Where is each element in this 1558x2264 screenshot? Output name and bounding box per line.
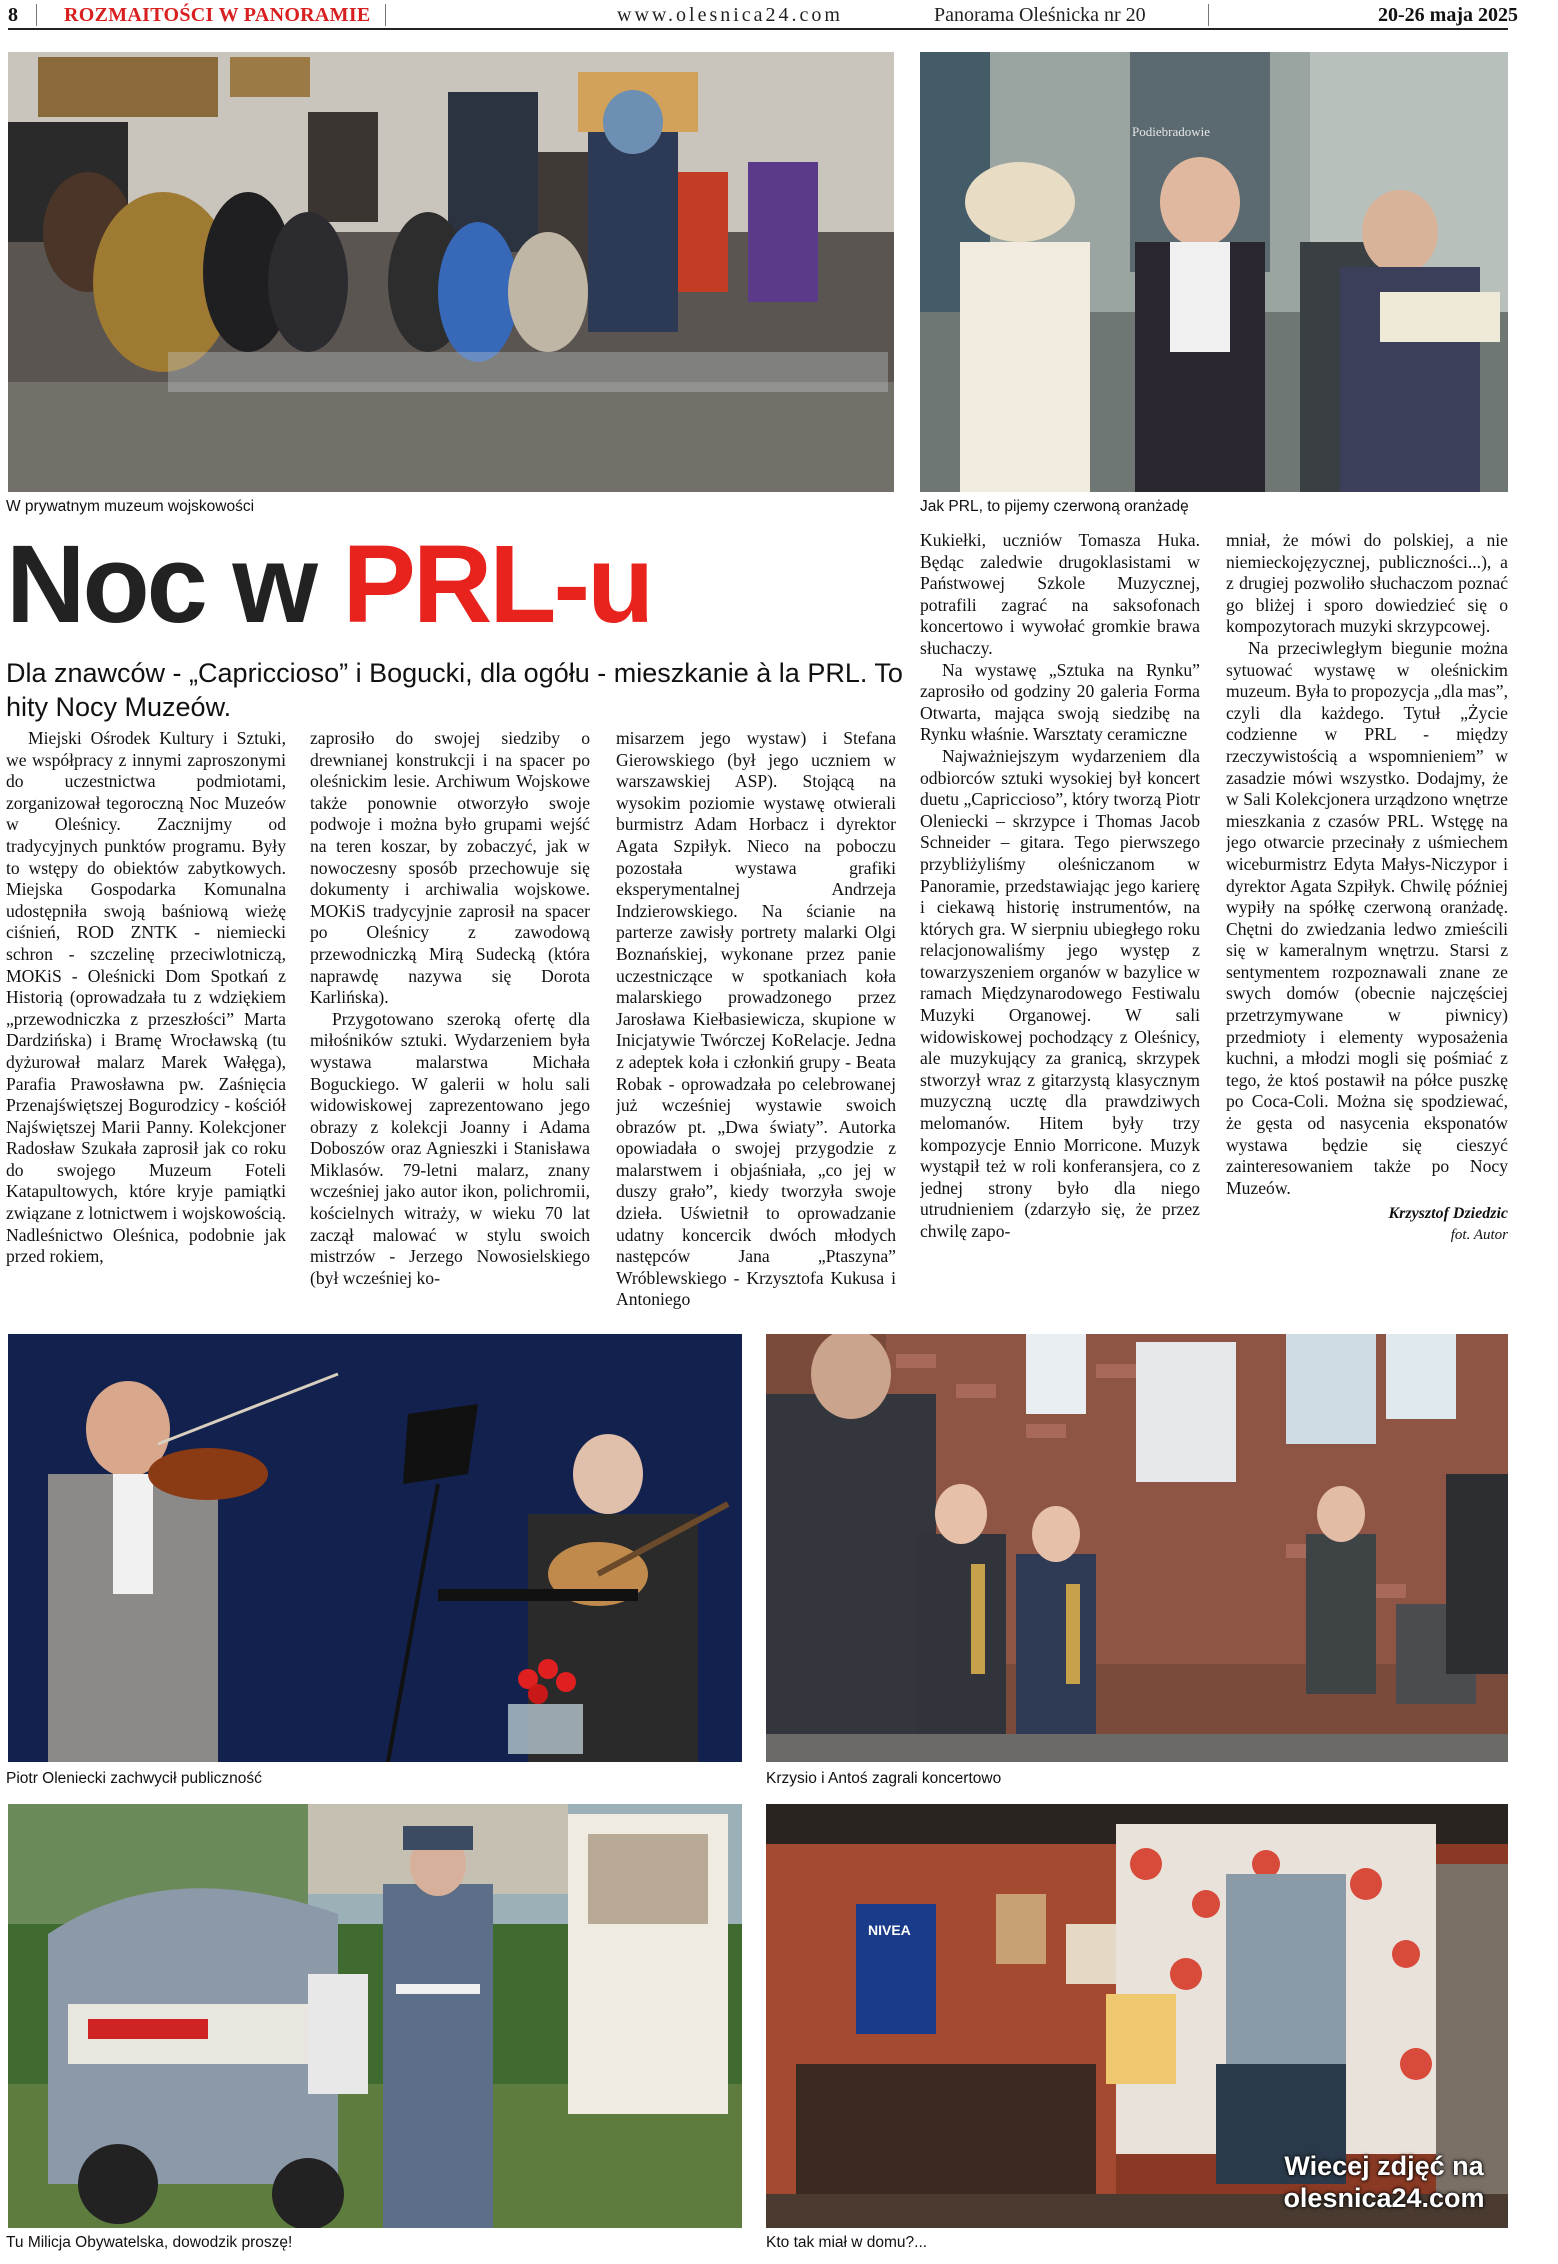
article-lead: Dla znawców - „Capriccioso” i Bogucki, dla ogółu - mieszkanie à la PRL. To hity Nocy Muzeów. <box>6 658 903 722</box>
photo-prl-orangeade <box>920 52 1508 492</box>
paragraph: Na wystawę „Sztuka na Rynku” zaprosiło od godziny 20 galeria Forma Otwarta, mająca swoją siedzibę na Rynku właśnie. Warsztaty ceramiczne <box>920 659 1200 745</box>
photo-militia-car <box>8 1804 742 2228</box>
photo-saxophone-duo <box>766 1334 1508 1762</box>
paragraph: mniał, że mówi do polskiej, a nie niemieckojęzycznej, publiczności...), a z drugiej pozwoliło słuchaczom poznać go bliżej i sporo dowiedzieć się o kompozytorach muzyki skrzypcowej. <box>1226 530 1508 637</box>
photo-caption: Kto tak miał w domu?... <box>766 2234 928 2251</box>
paragraph: Na przeciwległym biegunie można sytuować wystawę w oleśnickim muzeum. Była to propozycja „dla mas”, czyli dla każdego. Tytuł „Życie codzienne w PRL - między rzeczywistością a wspomnieniem” w zasadzie mówi wszystko. Dodajmy, że w Sali Kolekcjonera urządzono wnętrze mieszkania z czasów PRL. Wstęgę na jego otwarcie przecinały z uśmiechem wiceburmistrz Edyta Małys-Niczypor i dyrektor Agata Szpiłyk. Chwilę później wypiły na spółkę czerwoną oranżadę. Chętni do zwiedzania ledwo zmieścili się w kameralnym wnętrzu. Starsi z sentymentem rozpoznawali znane ze swych domów (obecnie najczęściej przetrzymywane w piwnicy) przedmioty i elementy wyposażenia kuchni, a młodzi mogli się pośmiać z tego, że ktoś postawił na półce puszkę po Coca-Coli. Można się spodziewać, że gęsta od nasycenia eksponatów wystawa będzie się cieszyć zainteresowaniem także po Nocy Muzeów. <box>1226 637 1508 1198</box>
paragraph: Najważniejszym wydarzeniem dla odbiorców sztuki wysokiej był koncert duetu „Capriccioso”, który tworzą Piotr Oleniecki – skrzypce i Thomas Jacob Schneider – gitara. Tego pierwszego przybliżyliśmy oleśniczanom w Panoramie, przedstawiając jego karierę i ciekawą historię instrumentów, na których gra. W sierpniu ubiegłego roku relacjonowaliśmy jego występ z towarzyszeniem organów w bazylice w ramach Międzynarodowego Festiwalu Muzyki Organowej. W sali widowiskowej pochodzący z Oleśnicy, ale muzykujący za granicą, skrzypek stworzył wraz z gitarzystą klasycznym muzyczną ucztę dla prawdziwych melomanów. Hitem były trzy kompozycje Ennio Morricone. Muzyk wystąpił też w roli konferansjera, co z jednej strony było dla niego utrudnieniem (zdarzyło się, że przez chwilę zapo- <box>920 745 1200 1241</box>
header-divider <box>36 4 37 26</box>
issue-label: Panorama Oleśnicka nr 20 <box>934 4 1146 26</box>
photo-prl-room <box>766 1804 1508 2228</box>
more-photos-line-1: Wiecej zdjęć na <box>1284 2151 1484 2181</box>
article-headline <box>6 523 906 646</box>
paragraph: misarzem jego wystaw) i Stefana Gierowskiego (był jego uczniem w warszawskiej ASP). Stojącą na wysokim poziomie wystawę otwierali burmistrz Adam Horbacz i dyrektor Agata Szpiłyk. Nieco na poboczu pozostała wystawa grafiki eksperymentalnej Andrzeja Indzierowskiego. Na ścianie na parterze zawisły portrety malarki Olgi Boznańskiej, wykonane przez panie uczestniczące w spotkaniach koła malarskiego prowadzonego przez Jarosława Kiełbasiewicza, skupione w Inicjatywie Twórczej KoRelacje. Jedna z adeptek koła i członkiń grupy - Beata Robak - oprowadzała po celebrowanej już wcześniej wystawie swoich obrazów pt. „Dwa światy”. Autorka opowiadała o swojej przygodzie z malarstwem i objaśniała, „co jej w duszy grało”, kiedy tworzyła swoje dzieła. Uświetnił to oprowadzanie udatny koncercik dwóch młodych następców Jana „Ptaszyna” Wróblewskiego - Krzysztofa Kukusa i Antoniego <box>616 728 896 1310</box>
paragraph: Kukiełki, uczniów Tomasza Huka. Będąc zaledwie drugoklasistami w Państwowej Szkole Muzycznej, potrafili zagrać na saksofonach koncertowo i wywołać gromkie brawa słuchaczy. <box>920 530 1200 658</box>
photo-caption: W prywatnym muzeum wojskowości <box>6 498 255 515</box>
header-rule <box>8 28 1508 30</box>
nivea-poster: NIVEA <box>868 1922 911 1938</box>
page-number: 8 <box>8 4 18 26</box>
section-title: ROZMAITOŚCI W PANORAMIE <box>64 4 371 26</box>
article-column-1 <box>6 728 286 1318</box>
paragraph: Przygotowano szeroką ofertę dla miłośników sztuki. Wydarzeniem była wystawa malarstwa Michała Boguckiego. W galerii w holu sali widowiskowej zaprezentowano jego obrazy z kolekcji Joanny i Adama Doboszów oraz Agnieszki i Stanisława Miklasów. 79-letni malarz, znany wcześniej jako autor ikon, polichromii, kościelnych witraży, w wieku 70 lat zaczął malować w stylu swoich mistrzów - Jerzego Nowosielskiego (był wcześniej ko- <box>310 1008 590 1288</box>
photo-caption: Piotr Oleniecki zachwycił publiczność <box>6 1770 262 1787</box>
photo-credit: fot. Autor <box>1450 1227 1508 1243</box>
photo-caption: Krzysio i Antoś zagrali koncertowo <box>766 1770 1002 1787</box>
paragraph: Miejski Ośrodek Kultury i Sztuki, we współpracy z innymi zaproszonymi do uczestnictwa podmiotami, zorganizował tegoroczną Noc Muzeów w Oleśnicy. Zacznijmy od tradycyjnych punktów programu. Były to wstępy do obiektów zabytkowych. Miejska Gospodarka Komunalna udostępniła swoją baśniową wieżę ciśnień, ROD ZNTK - niemiecki schron - szczelinę przeciwlotniczą, MOKiS - Oleśnicki Dom Spotkań z Historią (oprowadzała tu z wdziękiem „przewodniczka z przeszłości” Marta Dardzińska) i Bramę Wrocławską (tu dyżurował malarz Marek Wałęga), Parafia Prawosławna pw. Zaśnięcia Przenajświętszej Bogurodzicy - kościół Najświętszej Marii Panny. Kolekcjoner Radosław Szukała zaprosił jak co roku do swojego Muzeum Foteli Katapultowych, które kryje pamiątki związane z lotnictwem i wojskowością. Nadleśnictwo Oleśnica, podobnie jak przed rokiem, <box>6 728 286 1267</box>
photo-capriccioso-concert <box>8 1334 742 1762</box>
photo-caption: Jak PRL, to pijemy czerwoną oranżadę <box>920 498 1189 515</box>
article-column-4 <box>920 530 1200 1320</box>
author-signature: Krzysztof Dziedzic <box>1388 1205 1508 1223</box>
headline-part-2: PRL-u <box>342 523 652 646</box>
photo-caption: Tu Milicja Obywatelska, dowodzik proszę! <box>6 2234 293 2251</box>
more-photos-overlay[interactable] <box>1266 2150 1502 2214</box>
more-photos-link[interactable]: olesnica24.com <box>1283 2183 1485 2213</box>
photo-military-museum <box>8 52 894 492</box>
header-divider <box>385 4 386 26</box>
paragraph: zaprosiło do swojej siedziby o drewnianej konstrukcji i na spacer po oleśnickim lesie. Archiwum Wojskowe także ponownie otworzyło swoje podwoje i można było grupami wejść na teren koszar, by zobaczyć, jak w nowoczesny sposób przechowuje się dokumenty i archiwalia wojskowe. MOKiS tradycyjnie zaprosił na spacer po Oleśnicy z zawodową przewodniczką Mirą Sudecką (która naprawdę nazywa się Dorota Karlińska). <box>310 728 590 1008</box>
headline-part-1: Noc w <box>6 523 343 646</box>
wall-inscription: Podiebradowie <box>1132 124 1210 139</box>
header-divider <box>1208 4 1209 26</box>
article-column-2 <box>310 728 590 1318</box>
website-link[interactable]: www.olesnica24.com <box>617 4 843 26</box>
article-column-3 <box>616 728 896 1318</box>
issue-date: 20-26 maja 2025 <box>1378 4 1518 26</box>
article-column-5 <box>1226 530 1508 1320</box>
